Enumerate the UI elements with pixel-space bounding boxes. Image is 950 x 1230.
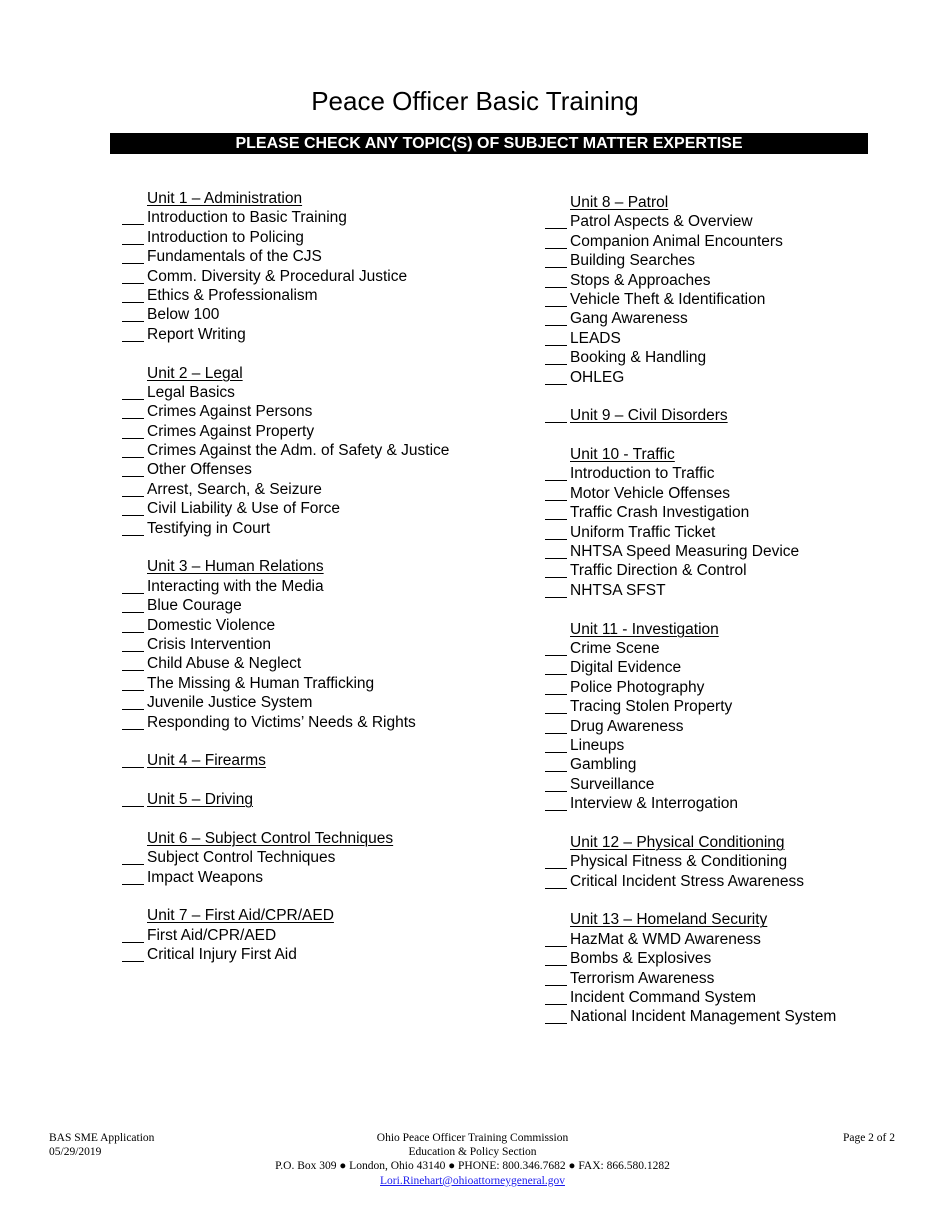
checkbox-blank[interactable]	[122, 806, 144, 807]
topic-label: Fundamentals of the CJS	[147, 248, 322, 266]
topic-label: Ethics & Professionalism	[147, 286, 318, 304]
topic-label: Tracing Stolen Property	[570, 698, 733, 716]
unit-heading-text: Unit 5 – Driving	[147, 791, 253, 809]
checkbox-blank[interactable]	[545, 248, 567, 249]
checkbox-blank[interactable]	[545, 1023, 567, 1024]
checkbox-blank[interactable]	[122, 224, 144, 225]
topic-label: Crisis Intervention	[147, 635, 272, 653]
checkbox-blank[interactable]	[122, 321, 144, 322]
topic-label: Impact Weapons	[147, 868, 264, 886]
topic-label: Crimes Against Property	[147, 422, 315, 440]
topic-label: Comm. Diversity & Procedural Justice	[147, 267, 408, 285]
checkbox-blank[interactable]	[545, 384, 567, 385]
topic-label: Critical Incident Stress Awareness	[570, 872, 805, 890]
checkbox-blank[interactable]	[122, 418, 144, 419]
checkbox-blank[interactable]	[545, 267, 567, 268]
checkbox-blank[interactable]	[122, 612, 144, 613]
topic-label: Introduction to Traffic	[570, 465, 715, 483]
checkbox-blank[interactable]	[545, 325, 567, 326]
checkbox-blank[interactable]	[122, 535, 144, 536]
topic-label: Patrol Aspects & Overview	[570, 213, 753, 231]
organization-name: Ohio Peace Officer Training Commission	[376, 1132, 569, 1144]
checkbox-blank[interactable]	[122, 632, 144, 633]
form-name: BAS SME Application	[49, 1132, 155, 1144]
checkbox-blank[interactable]	[122, 476, 144, 477]
topic-label: Traffic Direction & Control	[570, 562, 747, 580]
unit-heading-text: Unit 2 – Legal	[147, 364, 243, 382]
topic-label: Legal Basics	[147, 383, 235, 401]
topic-label: Domestic Violence	[147, 616, 276, 634]
checkbox-blank[interactable]	[122, 651, 144, 652]
topic-label: OHLEG	[570, 368, 625, 386]
contact-email-link[interactable]: Lori.Rinehart@ohioattorneygeneral.gov	[380, 1174, 565, 1187]
topic-label: The Missing & Human Trafficking	[147, 674, 375, 692]
checkbox-blank[interactable]	[545, 655, 567, 656]
topic-label: Below 100	[147, 306, 220, 324]
checkbox-blank[interactable]	[122, 244, 144, 245]
topic-label: Arrest, Search, & Seizure	[147, 480, 322, 498]
unit-heading-text: Unit 12 – Physical Conditioning	[570, 833, 785, 851]
topic-label: Incident Command System	[570, 989, 757, 1007]
checkbox-blank[interactable]	[545, 519, 567, 520]
checkbox-blank[interactable]	[122, 302, 144, 303]
checkbox-blank[interactable]	[545, 306, 567, 307]
unit-heading-text: Unit 3 – Human Relations	[147, 558, 324, 576]
unit-heading-text: Unit 1 – Administration	[147, 190, 303, 207]
topic-label: Terrorism Awareness	[570, 969, 715, 987]
topic-label: Introduction to Basic Training	[147, 209, 347, 227]
checkbox-blank[interactable]	[545, 345, 567, 346]
checkbox-blank[interactable]	[545, 868, 567, 869]
topic-label: Crime Scene	[570, 639, 660, 657]
checkbox-blank[interactable]	[545, 965, 567, 966]
section-name: Education & Policy Section	[408, 1146, 537, 1159]
checkbox-blank[interactable]	[122, 457, 144, 458]
topic-label: Interview & Interrogation	[570, 795, 739, 813]
topic-label: Drug Awareness	[570, 717, 684, 735]
checkbox-blank[interactable]	[122, 709, 144, 710]
topic-label: Traffic Crash Investigation	[570, 504, 750, 522]
checkbox-blank[interactable]	[545, 539, 567, 540]
topic-label: Civil Liability & Use of Force	[147, 500, 340, 518]
checkbox-blank[interactable]	[122, 515, 144, 516]
checkbox-blank[interactable]	[545, 500, 567, 501]
checkbox-blank[interactable]	[122, 399, 144, 400]
form-date: 05/29/2019	[49, 1146, 102, 1159]
topic-label: Juvenile Justice System	[147, 694, 313, 712]
checkbox-blank[interactable]	[545, 364, 567, 365]
checkbox-blank[interactable]	[122, 263, 144, 264]
unit-heading-text: Unit 11 - Investigation	[570, 620, 719, 638]
checkbox-blank[interactable]	[545, 771, 567, 772]
topic-label: NHTSA SFST	[570, 581, 666, 599]
checkbox-blank[interactable]	[122, 961, 144, 962]
topic-label: Subject Control Techniques	[147, 849, 336, 867]
topic-label: Report Writing	[147, 325, 246, 343]
topic-label: Introduction to Policing	[147, 228, 304, 246]
topic-label: Digital Evidence	[570, 659, 682, 677]
checkbox-blank[interactable]	[122, 864, 144, 865]
checkbox-blank[interactable]	[545, 558, 567, 559]
checkbox-blank[interactable]	[545, 597, 567, 598]
checkbox-blank[interactable]	[545, 810, 567, 811]
topic-label: Crimes Against the Adm. of Safety & Justice	[147, 442, 450, 460]
topic-label: HazMat & WMD Awareness	[570, 930, 761, 948]
topic-label: Companion Animal Encounters	[570, 232, 783, 250]
checkbox-blank[interactable]	[122, 767, 144, 768]
checkbox-blank[interactable]	[122, 341, 144, 342]
instruction-banner: PLEASE CHECK ANY TOPIC(S) OF SUBJECT MATTER EXPERTISE	[110, 133, 868, 154]
checkbox-blank[interactable]	[122, 593, 144, 594]
topic-label: Bombs & Explosives	[570, 950, 712, 968]
topic-label: Lineups	[570, 736, 625, 754]
topic-label: Motor Vehicle Offenses	[570, 484, 730, 502]
checkbox-blank[interactable]	[122, 496, 144, 497]
topic-label: Testifying in Court	[147, 519, 271, 537]
page-title: Peace Officer Basic Training	[311, 86, 639, 116]
unit-heading-text: Unit 10 - Traffic	[570, 446, 675, 464]
checkbox-blank[interactable]	[545, 694, 567, 695]
topic-label: Blue Courage	[147, 597, 242, 615]
topic-label: Building Searches	[570, 252, 695, 270]
topic-label: Vehicle Theft & Identification	[570, 290, 766, 308]
unit-heading-text: Unit 9 – Civil Disorders	[570, 407, 728, 425]
checkbox-blank[interactable]	[122, 884, 144, 885]
topic-label: NHTSA Speed Measuring Device	[570, 543, 800, 561]
checkbox-blank[interactable]	[545, 1004, 567, 1005]
unit-heading-text: Unit 6 – Subject Control Techniques	[147, 829, 394, 847]
checkbox-blank[interactable]	[545, 287, 567, 288]
unit-heading-text: Unit 4 – Firearms	[147, 752, 266, 770]
topic-label: Crimes Against Persons	[147, 403, 313, 421]
topic-label: LEADS	[570, 329, 621, 347]
unit-heading-text: Unit 13 – Homeland Security	[570, 911, 768, 929]
checkbox-blank[interactable]	[122, 729, 144, 730]
topic-label: Police Photography	[570, 678, 705, 696]
checkbox-blank[interactable]	[545, 713, 567, 714]
footer-center	[0, 1131, 945, 1188]
topic-label: Interacting with the Media	[147, 577, 324, 595]
contact-address: P.O. Box 309 ● London, Ohio 43140 ● PHONE: 800.346.7682 ● FAX: 866.580.1282	[275, 1160, 670, 1173]
topic-label: Responding to Victims’ Needs & Rights	[147, 713, 416, 731]
checkbox-blank[interactable]	[545, 480, 567, 481]
topic-label: Physical Fitness & Conditioning	[570, 853, 788, 871]
unit-heading-text: Unit 7 – First Aid/CPR/AED	[147, 907, 334, 925]
checkbox-blank[interactable]	[545, 733, 567, 734]
topic-label: Other Offenses	[147, 461, 252, 479]
checkbox-blank[interactable]	[545, 674, 567, 675]
checkbox-blank[interactable]	[122, 670, 144, 671]
checkbox-blank[interactable]	[545, 985, 567, 986]
topic-label: Critical Injury First Aid	[147, 946, 297, 964]
checkbox-blank[interactable]	[545, 946, 567, 947]
page-number: Page 2 of 2	[842, 1132, 895, 1144]
checkbox-blank[interactable]	[545, 752, 567, 753]
checkbox-blank[interactable]	[122, 690, 144, 691]
checkbox-blank[interactable]	[122, 283, 144, 284]
checkbox-blank[interactable]	[122, 942, 144, 943]
topic-label: Uniform Traffic Ticket	[570, 523, 716, 541]
checkbox-blank[interactable]	[545, 791, 567, 792]
topic-label: First Aid/CPR/AED	[147, 926, 277, 944]
topic-label: Gang Awareness	[570, 310, 688, 328]
checkbox-blank[interactable]	[545, 422, 567, 423]
checkbox-blank[interactable]	[545, 888, 567, 889]
topic-label: Stops & Approaches	[570, 271, 711, 289]
checkbox-blank[interactable]	[545, 228, 567, 229]
checkbox-blank[interactable]	[122, 438, 144, 439]
topic-label: Gambling	[570, 756, 637, 774]
checkbox-blank[interactable]	[545, 577, 567, 578]
unit-heading-text: Unit 8 – Patrol	[570, 194, 669, 211]
topic-label: National Incident Management System	[570, 1008, 837, 1026]
topic-label: Child Abuse & Neglect	[147, 655, 302, 673]
topic-label: Surveillance	[570, 775, 655, 793]
topic-label: Booking & Handling	[570, 349, 707, 367]
